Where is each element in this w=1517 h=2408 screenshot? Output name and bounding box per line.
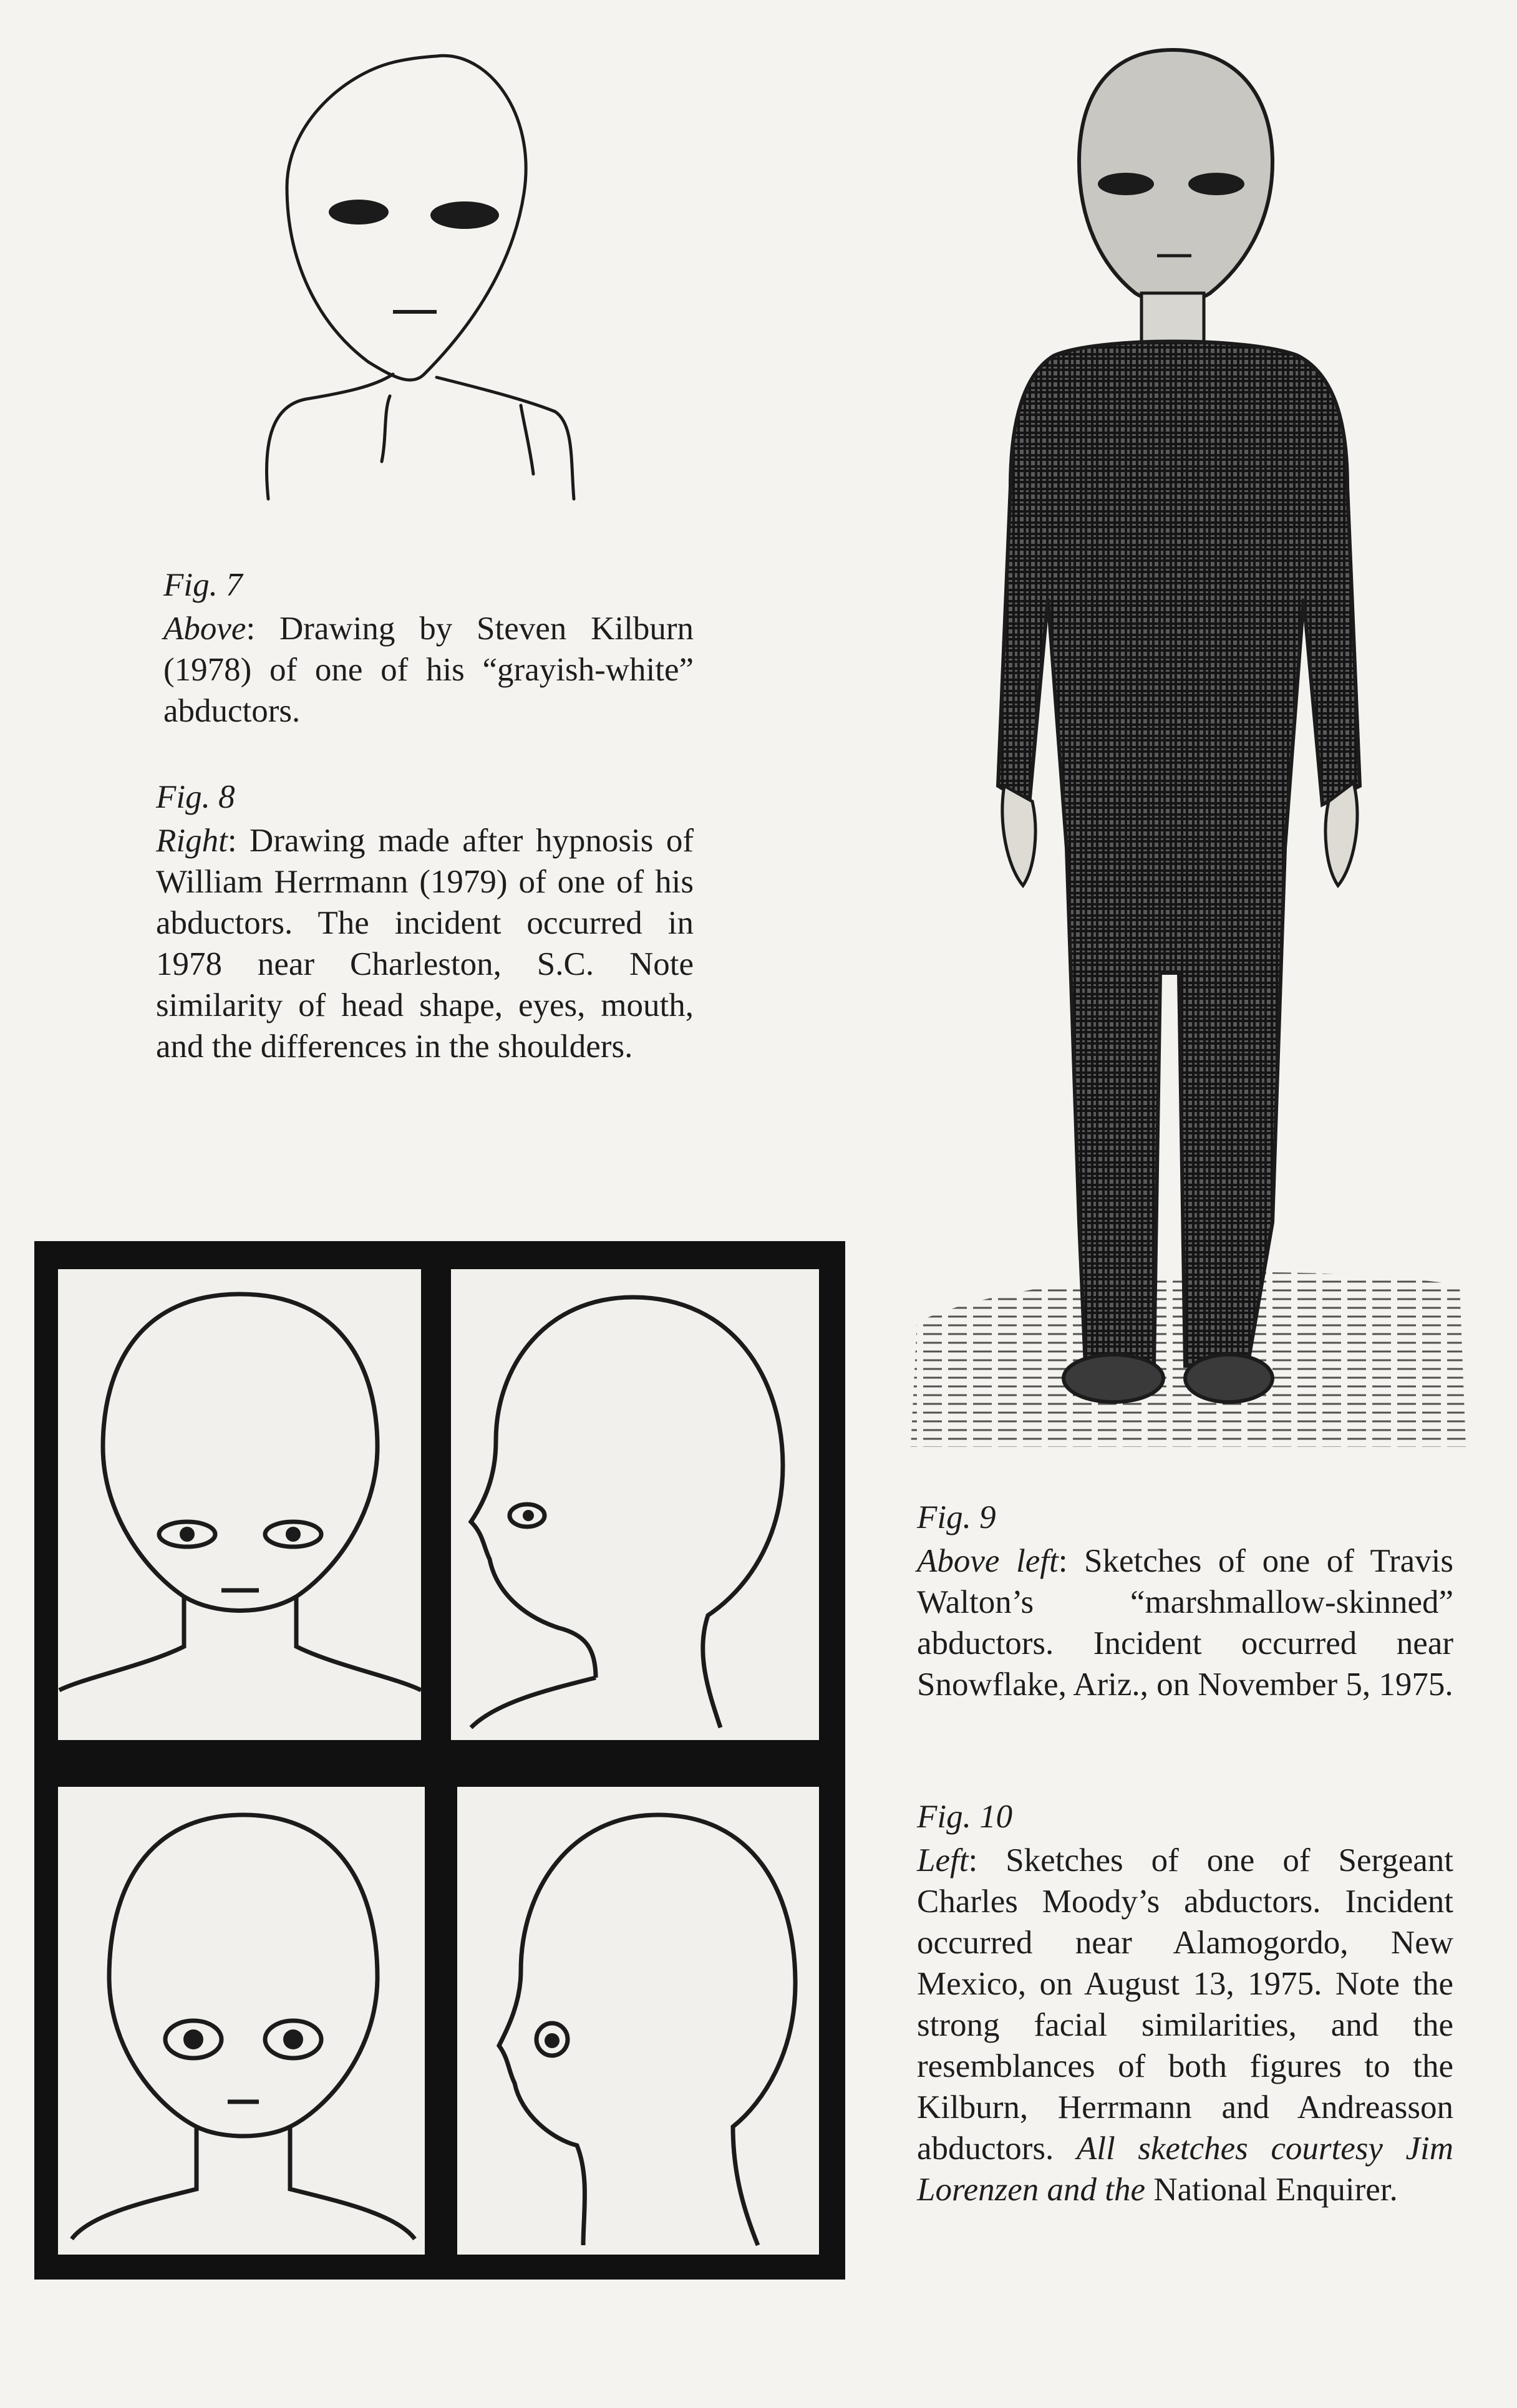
fig10-lead: Left [917, 1842, 969, 1879]
fig9-lead: Above left [917, 1543, 1059, 1579]
fig7-lead: Above [163, 611, 246, 647]
fig8-caption [156, 776, 694, 1067]
fig9-fig10-sketch-panel [34, 1241, 845, 2280]
fig8-label: Fig. 8 [156, 779, 235, 815]
fig10-caption [917, 1796, 1453, 2210]
fig8-lead: Right [156, 823, 228, 859]
fig7-label: Fig. 7 [163, 567, 243, 603]
fig7-drawing [250, 37, 599, 511]
fig8-drawing [898, 37, 1478, 1459]
fig10-label: Fig. 10 [917, 1799, 1013, 1835]
fig10-text: : Sketches of one of Sergeant Charles Moody’s abductors. Incident occurred near Alamogordo, New Mexico, on August 13, 1975. Note the strong facial similarities, and the resemblances of both figures to the Kilburn, Herrmann and Andreasson abductors. [917, 1842, 1453, 2167]
fig10-credit: All sketches courtesy Jim Lorenzen and the [917, 2130, 1453, 2208]
fig7-text: : Drawing by Steven Kilburn (1978) of one of his “grayish-white” abductors. [163, 611, 694, 729]
fig10-credit-source: National Enquirer. [1145, 2172, 1398, 2208]
fig9-label: Fig. 9 [917, 1499, 996, 1535]
left-eye-icon [329, 200, 389, 225]
fig8-text: : Drawing made after hypnosis of William Herrmann (1979) of one of his abductors. The incident occurred in 1978 near Charleston, S.C. Note similarity of head shape, eyes, mouth, and the differences in the shoulders. [156, 823, 694, 1065]
fig9-caption [917, 1497, 1453, 1705]
right-eye-icon [430, 201, 499, 229]
fig7-caption [163, 564, 694, 732]
fig9-text: : Sketches of one of Travis Walton’s “marshmallow-skinned” abductors. Incident occurred near Snowflake, Ariz., on November 5, 1975. [917, 1543, 1453, 1703]
